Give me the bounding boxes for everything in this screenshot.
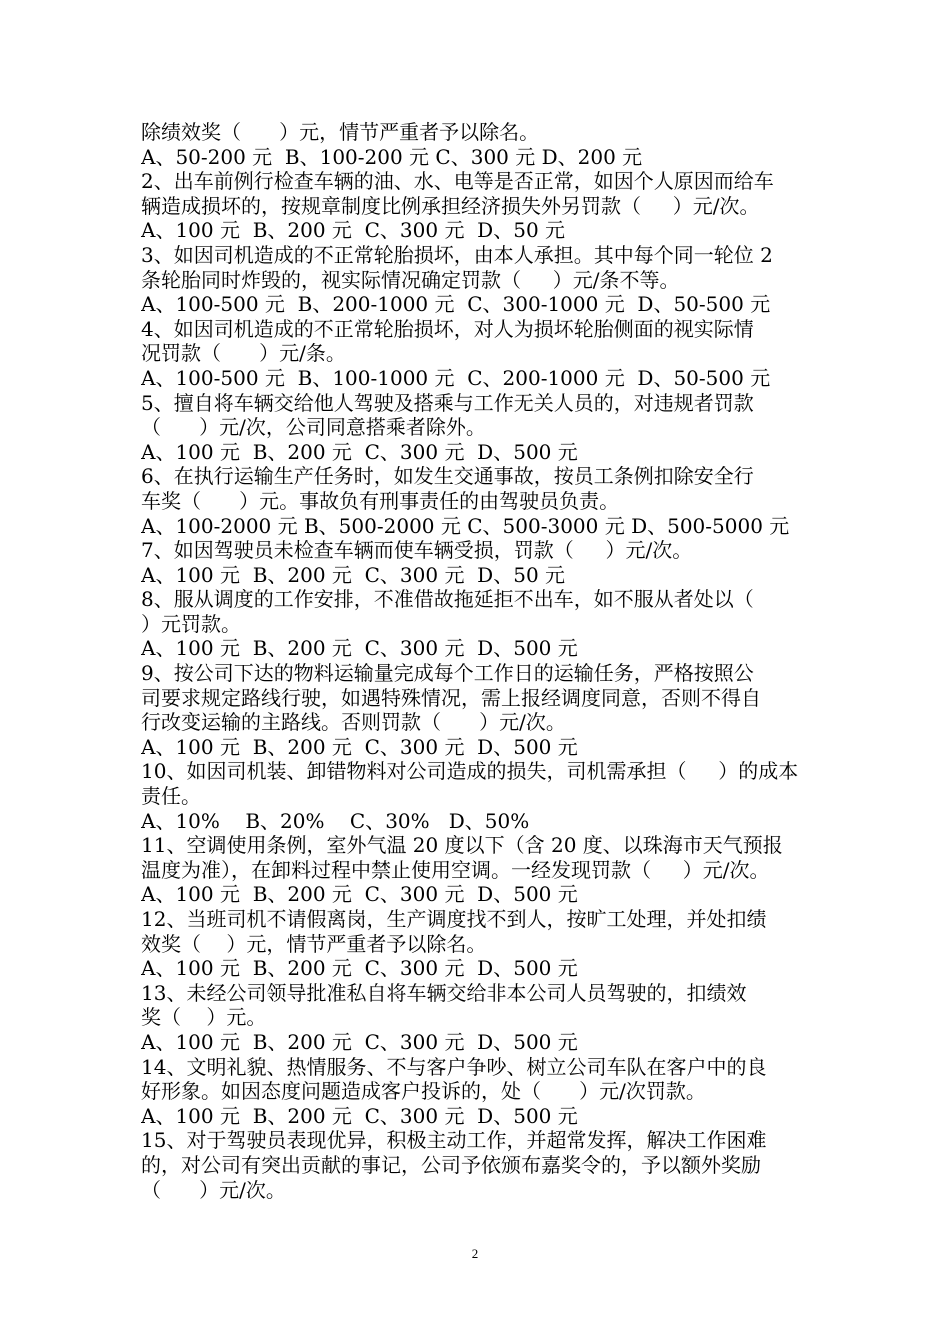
text-line: 条轮胎同时炸毁的，视实际情况确定罚款（ ）元/条不等。 <box>141 267 680 292</box>
text-line: 车奖（ ）元。事故负有刑事责任的由驾驶员负责。 <box>141 488 620 513</box>
text-line: A、100 元 B、200 元 C、300 元 D、500 元 <box>141 1029 578 1054</box>
text-line: 8、服从调度的工作安排，不准借故拖延拒不出车，如不服从者处以（ <box>141 587 754 612</box>
text-line: A、100 元 B、200 元 C、300 元 D、500 元 <box>141 956 578 981</box>
text-line: 的，对公司有突出贡献的事记，公司予依颁布嘉奖令的，予以额外奖励 <box>141 1152 761 1177</box>
text-line: 司要求规定路线行驶，如遇特殊情况，需上报经调度同意，否则不得自 <box>141 685 761 710</box>
text-line: 6、在执行运输生产任务时，如发生交通事故，按员工条例扣除安全行 <box>141 464 754 489</box>
text-line: A、100 元 B、200 元 C、300 元 D、500 元 <box>141 1103 578 1128</box>
text-line: A、100-2000 元 B、500-2000 元 C、500-3000 元 D、500-5000 元 <box>141 513 790 538</box>
text-line: 奖（ ）元。 <box>141 1005 267 1030</box>
text-line: A、100 元 B、200 元 C、300 元 D、50 元 <box>141 562 566 587</box>
text-line: 行改变运输的主路线。否则罚款（ ）元/次。 <box>141 710 566 735</box>
text-line: A、100-500 元 B、100-1000 元 C、200-1000 元 D、50-500 元 <box>141 365 771 390</box>
text-line: 13、未经公司领导批准私自将车辆交给非本公司人员驾驶的，扣绩效 <box>141 980 747 1005</box>
text-line: A、100 元 B、200 元 C、300 元 D、500 元 <box>141 439 578 464</box>
text-line: 7、如因驾驶员未检查车辆而使车辆受损，罚款（ ）元/次。 <box>141 538 693 563</box>
text-line: 14、文明礼貌、热情服务、不与客户争吵、树立公司车队在客户中的良 <box>141 1054 767 1079</box>
text-line: A、100 元 B、200 元 C、300 元 D、500 元 <box>141 636 578 661</box>
text-line: 5、擅自将车辆交给他人驾驶及搭乘与工作无关人员的，对违规者罚款 <box>141 390 754 415</box>
text-line: 除绩效奖（ ）元，情节严重者予以除名。 <box>141 120 540 144</box>
text-line: 3、如因司机造成的不正常轮胎损坏，由本人承担。其中每个同一轮位 2 <box>141 242 773 267</box>
text-line: 15、对于驾驶员表现优异，积极主动工作，并超常发挥，解决工作困难 <box>141 1128 767 1153</box>
text-line: （ ）元/次。 <box>141 1177 286 1202</box>
text-line: A、100 元 B、200 元 C、300 元 D、500 元 <box>141 882 578 907</box>
text-line: 好形象。如因态度问题造成客户投诉的，处（ ）元/次罚款。 <box>141 1079 706 1104</box>
text-line: 辆造成损坏的，按规章制度比例承担经济损失外另罚款（ ）元/次。 <box>141 193 760 218</box>
text-line: A、50-200 元 B、100-200 元 C、300 元 D、200 元 <box>141 144 643 169</box>
text-line: A、100 元 B、200 元 C、300 元 D、50 元 <box>141 218 566 243</box>
text-line: 责任。 <box>141 784 201 809</box>
document-body <box>141 120 813 1202</box>
text-line: 况罚款（ ）元/条。 <box>141 341 346 366</box>
page-number: 2 <box>471 1246 479 1261</box>
text-line: 12、当班司机不请假离岗，生产调度找不到人，按旷工处理，并处扣绩 <box>141 907 767 931</box>
text-line: ）元罚款。 <box>141 611 241 636</box>
text-line: 4、如因司机造成的不正常轮胎损坏，对人为损坏轮胎侧面的视实际情 <box>141 316 754 341</box>
text-line: 温度为准），在卸料过程中禁止使用空调。一经发现罚款（ ）元/次。 <box>141 857 770 882</box>
text-line: A、100-500 元 B、200-1000 元 C、300-1000 元 D、50-500 元 <box>141 292 771 317</box>
text-line: 10、如因司机装、卸错物料对公司造成的损失，司机需承担（ ）的成本 <box>141 759 799 784</box>
text-line: 2、出车前例行检查车辆的油、水、电等是否正常，如因个人原因而给车 <box>141 169 774 194</box>
text-line: A、100 元 B、200 元 C、300 元 D、500 元 <box>141 734 578 759</box>
text-line: 效奖（ ）元，情节严重者予以除名。 <box>141 931 487 956</box>
text-line: A、10% B、20% C、30% D、50% <box>141 808 530 833</box>
text-line: 11、空调使用条例，室外气温 20 度以下（含 20 度、以珠海市天气预报 <box>141 833 783 858</box>
text-line: （ ）元/次，公司同意搭乘者除外。 <box>141 415 486 440</box>
text-line: 9、按公司下达的物料运输量完成每个工作日的运输任务，严格按照公 <box>141 661 754 686</box>
